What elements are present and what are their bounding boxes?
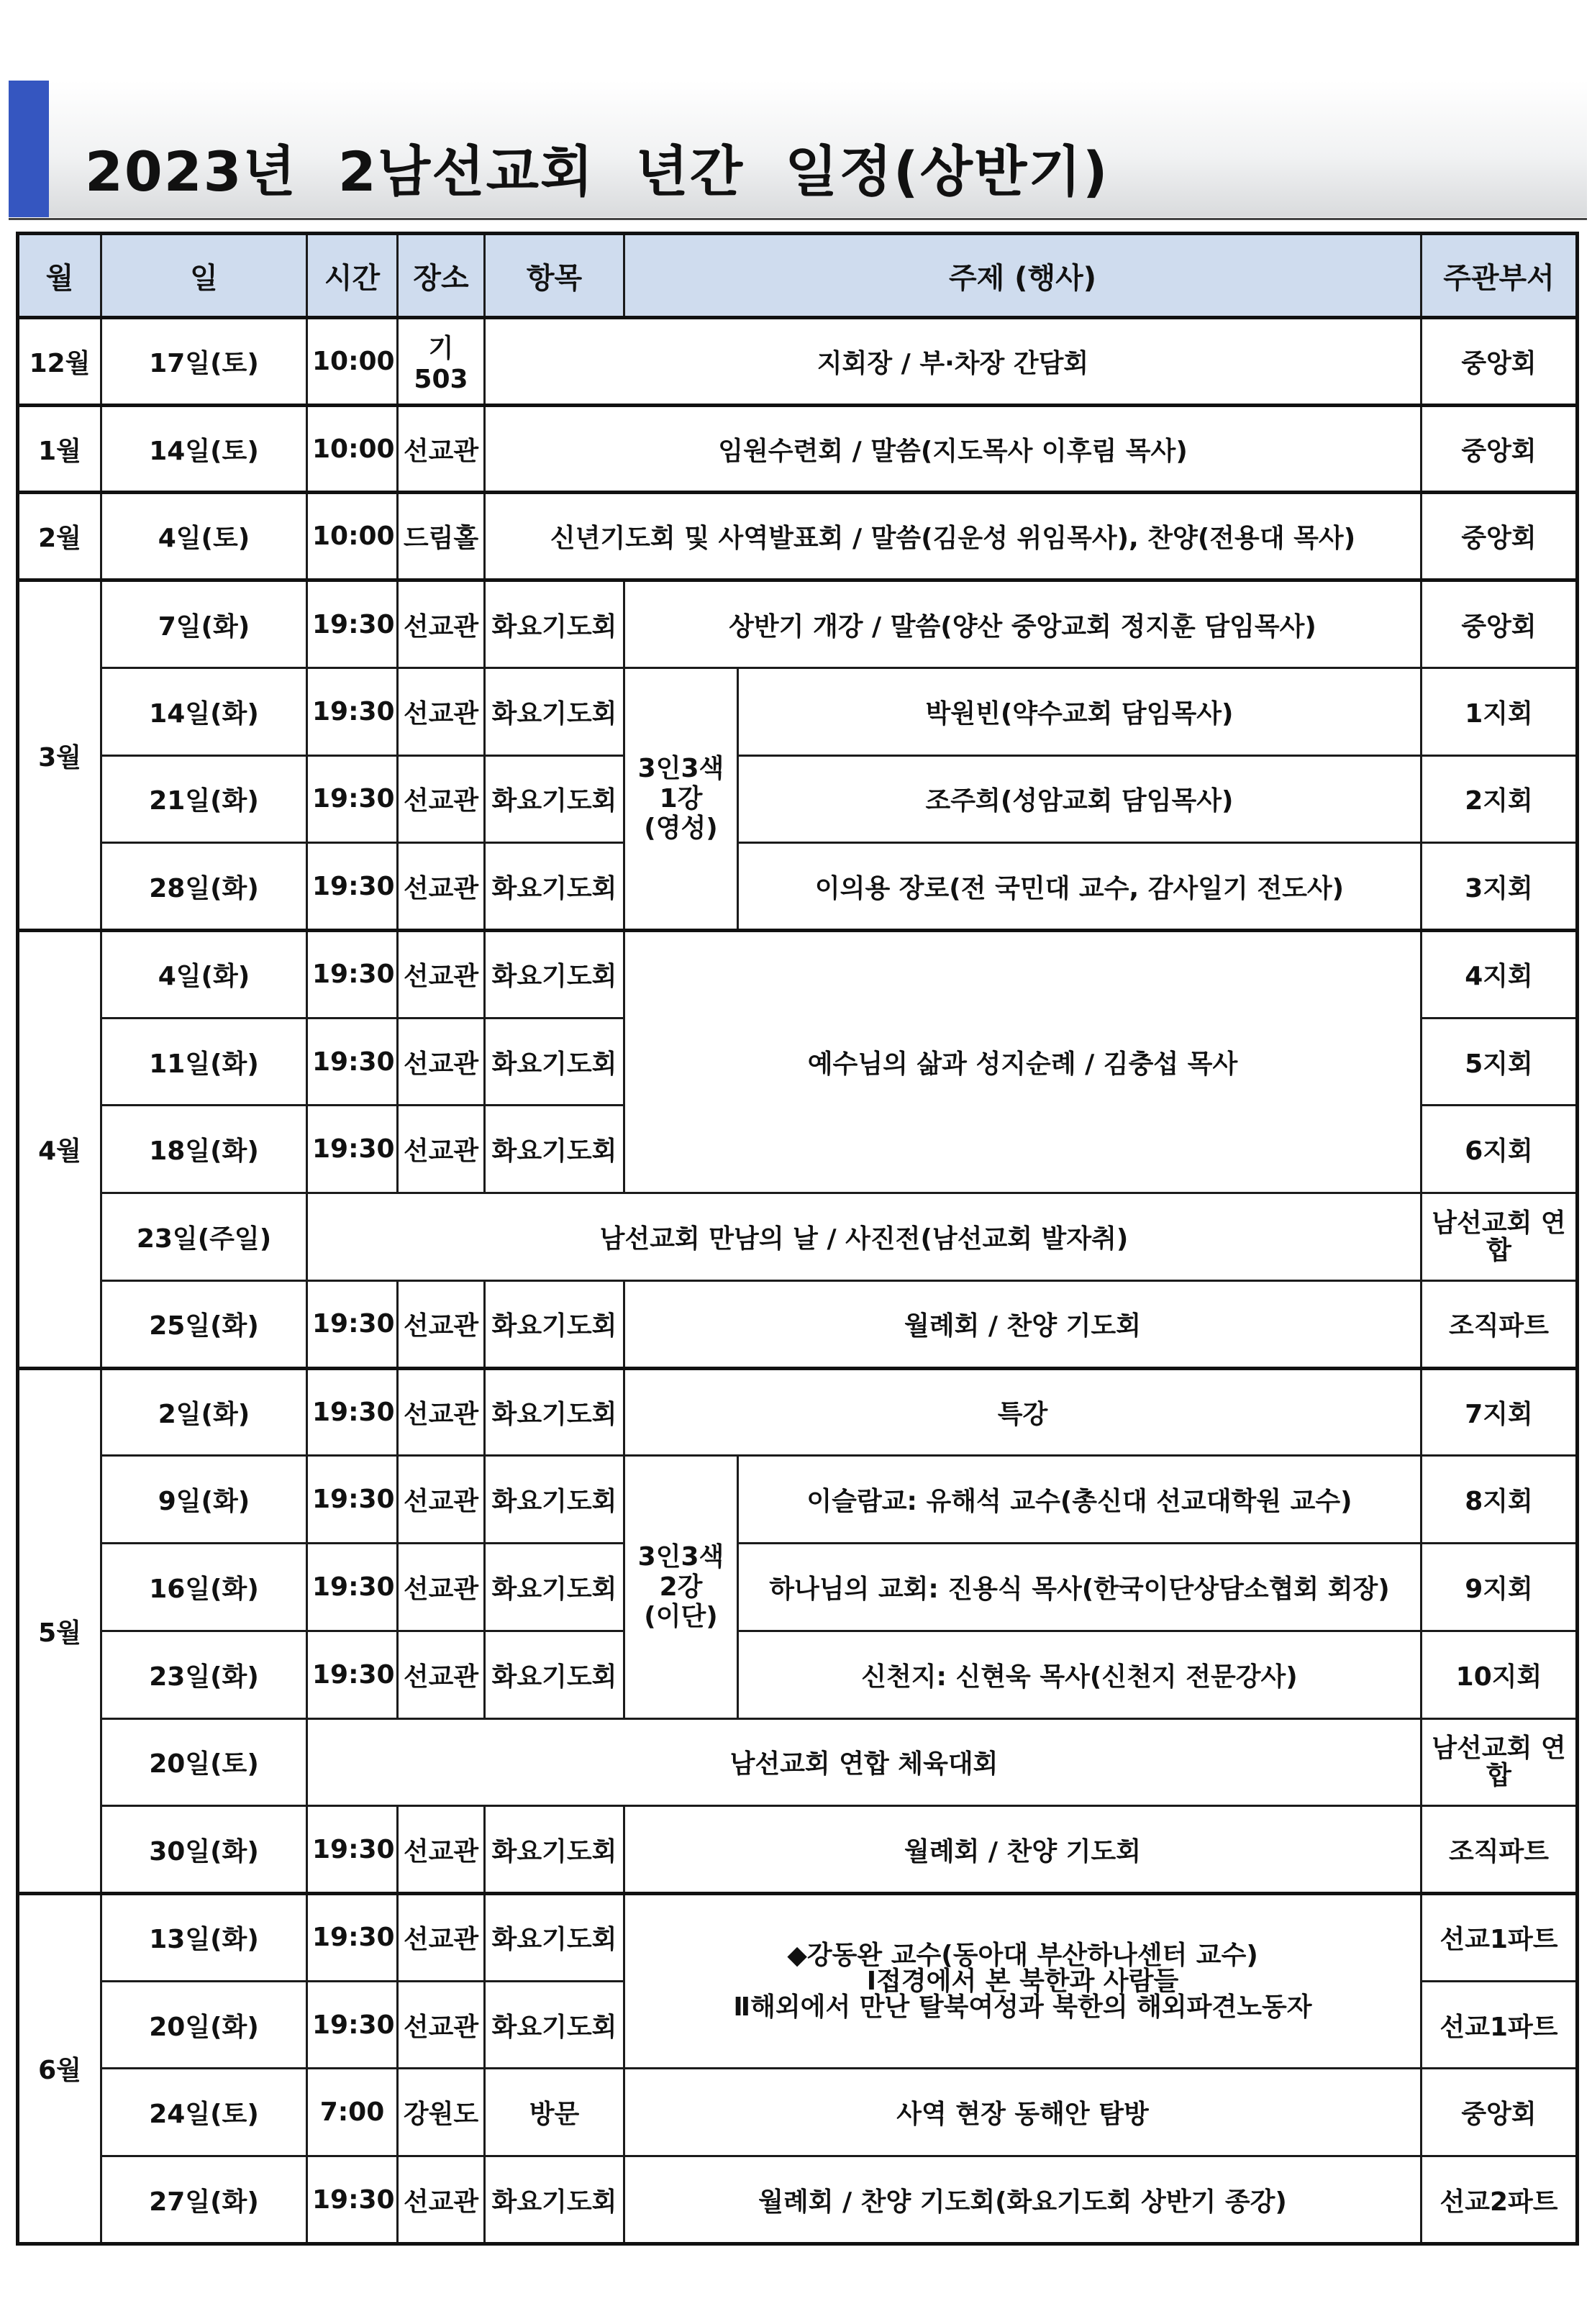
day-cell: 7일(화) [101, 580, 307, 668]
time-cell: 19:30 [307, 1368, 398, 1456]
day-cell: 30일(화) [101, 1806, 307, 1894]
day-cell: 9일(화) [101, 1456, 307, 1544]
table-row [18, 493, 1578, 580]
dept-cell: 7지회 [1422, 1368, 1578, 1456]
day-cell: 21일(화) [101, 755, 307, 843]
topic-cell: 특강 [624, 1368, 1422, 1456]
dept-cell: 조직파트 [1422, 1280, 1578, 1368]
table-row [18, 405, 1578, 493]
header-dept: 주관부서 [1422, 234, 1578, 318]
time-cell: 19:30 [307, 1280, 398, 1368]
topic-cell: 월례회 / 찬양 기도회 [624, 1280, 1422, 1368]
item-cell: 화요기도회 [485, 755, 624, 843]
month-cell: 3월 [18, 580, 101, 931]
table-row [18, 1806, 1578, 1894]
item-cell: 화요기도회 [485, 1981, 624, 2069]
header-item: 항목 [485, 234, 624, 318]
header-row [18, 234, 1578, 318]
time-cell: 10:00 [307, 493, 398, 580]
place-cell: 드림홀 [398, 493, 485, 580]
time-cell: 19:30 [307, 580, 398, 668]
place-cell: 선교관 [398, 1280, 485, 1368]
topic-cell: 이슬람교: 유해석 교수(총신대 선교대학원 교수) [738, 1456, 1422, 1544]
time-cell: 19:30 [307, 1018, 398, 1106]
day-cell: 16일(화) [101, 1544, 307, 1631]
place-cell: 선교관 [398, 1368, 485, 1456]
table-row [18, 1631, 1578, 1718]
item-cell: 화요기도회 [485, 2156, 624, 2244]
dept-cell: 선교1파트 [1422, 1893, 1578, 1981]
topic-cell: 사역 현장 동해안 탐방 [624, 2069, 1422, 2156]
merged-topic-cell: 예수님의 삶과 성지순례 / 김충섭 목사 [624, 931, 1422, 1193]
dept-cell: 중앙회 [1422, 580, 1578, 668]
time-cell: 19:30 [307, 2156, 398, 2244]
dept-cell: 남선교회 연합 [1422, 1718, 1578, 1806]
place-cell: 선교관 [398, 1018, 485, 1106]
table-row [18, 1280, 1578, 1368]
day-cell: 20일(토) [101, 1718, 307, 1806]
dept-cell: 5지회 [1422, 1018, 1578, 1106]
header-place: 장소 [398, 234, 485, 318]
title-accent-bar [9, 81, 49, 217]
item-cell: 화요기도회 [485, 1631, 624, 1718]
dept-cell: 3지회 [1422, 843, 1578, 931]
dept-cell: 중앙회 [1422, 493, 1578, 580]
place-cell: 선교관 [398, 1631, 485, 1718]
header-month: 월 [18, 234, 101, 318]
day-cell: 14일(토) [101, 405, 307, 493]
place-cell: 강원도 [398, 2069, 485, 2156]
table-row [18, 1544, 1578, 1631]
item-cell: 방문 [485, 2069, 624, 2156]
dept-cell: 중앙회 [1422, 318, 1578, 406]
topic-cell: 하나님의 교회: 진용식 목사(한국이단상담소협회 회장) [738, 1544, 1422, 1631]
topic-cell: 상반기 개강 / 말씀(양산 중앙교회 정지훈 담임목사) [624, 580, 1422, 668]
day-cell: 25일(화) [101, 1280, 307, 1368]
dept-cell: 선교1파트 [1422, 1981, 1578, 2069]
topic-cell: 신년기도회 및 사역발표회 / 말씀(김운성 위임목사), 찬양(전용대 목사) [485, 493, 1422, 580]
month-cell: 5월 [18, 1368, 101, 1893]
day-cell: 20일(화) [101, 1981, 307, 2069]
time-cell: 10:00 [307, 405, 398, 493]
item-cell: 화요기도회 [485, 1456, 624, 1544]
table-row [18, 1893, 1578, 1981]
place-cell: 선교관 [398, 1544, 485, 1631]
dept-cell: 9지회 [1422, 1544, 1578, 1631]
title-underline [9, 218, 1587, 220]
day-cell: 2일(화) [101, 1368, 307, 1456]
day-cell: 28일(화) [101, 843, 307, 931]
place-cell: 선교관 [398, 931, 485, 1019]
place-cell: 선교관 [398, 1106, 485, 1193]
day-cell: 23일(주일) [101, 1193, 307, 1281]
page-title: 2023년 2남선교회 년간 일정(상반기) [85, 140, 1109, 204]
day-cell: 17일(토) [101, 318, 307, 406]
time-cell: 19:30 [307, 1544, 398, 1631]
day-cell: 24일(토) [101, 2069, 307, 2156]
item-cell: 화요기도회 [485, 580, 624, 668]
time-cell: 19:30 [307, 1981, 398, 2069]
header-day: 일 [101, 234, 307, 318]
time-cell: 19:30 [307, 1106, 398, 1193]
dept-cell: 조직파트 [1422, 1806, 1578, 1894]
day-cell: 11일(화) [101, 1018, 307, 1106]
table-row [18, 580, 1578, 668]
dept-cell: 선교2파트 [1422, 2156, 1578, 2244]
time-cell: 19:30 [307, 931, 398, 1019]
time-cell: 19:30 [307, 667, 398, 755]
dept-cell: 6지회 [1422, 1106, 1578, 1193]
item-cell: 화요기도회 [485, 1544, 624, 1631]
schedule-table [16, 232, 1579, 2246]
dept-cell: 8지회 [1422, 1456, 1578, 1544]
dept-cell: 1지회 [1422, 667, 1578, 755]
day-cell: 23일(화) [101, 1631, 307, 1718]
dept-cell: 2지회 [1422, 755, 1578, 843]
topic-cell: 지회장 / 부·차장 간담회 [485, 318, 1422, 406]
month-cell: 12월 [18, 318, 101, 406]
topic-cell: 임원수련회 / 말씀(지도목사 이후림 목사) [485, 405, 1422, 493]
table-row [18, 1368, 1578, 1456]
topic-cell: 박원빈(약수교회 담임목사) [738, 667, 1422, 755]
month-cell: 2월 [18, 493, 101, 580]
place-cell: 선교관 [398, 2156, 485, 2244]
table-row [18, 1193, 1578, 1281]
time-cell: 19:30 [307, 755, 398, 843]
item-cell: 화요기도회 [485, 1280, 624, 1368]
table-row [18, 843, 1578, 931]
topic-cell: 조주희(성암교회 담임목사) [738, 755, 1422, 843]
item-cell: 화요기도회 [485, 667, 624, 755]
table-row [18, 1456, 1578, 1544]
item-cell: 화요기도회 [485, 931, 624, 1019]
day-cell: 4일(화) [101, 931, 307, 1019]
time-cell: 19:30 [307, 1893, 398, 1981]
place-cell: 선교관 [398, 1456, 485, 1544]
time-cell: 19:30 [307, 843, 398, 931]
table-row [18, 1718, 1578, 1806]
day-cell: 27일(화) [101, 2156, 307, 2244]
topic-cell: 월례회 / 찬양 기도회 [624, 1806, 1422, 1894]
table-row [18, 2156, 1578, 2244]
item-cell: 화요기도회 [485, 1806, 624, 1894]
table-row [18, 2069, 1578, 2156]
item-cell: 화요기도회 [485, 1106, 624, 1193]
topic-cell: 월례회 / 찬양 기도회(화요기도회 상반기 종강) [624, 2156, 1422, 2244]
topic-cell: 신천지: 신현욱 목사(신천지 전문강사) [738, 1631, 1422, 1718]
place-cell: 선교관 [398, 755, 485, 843]
dept-cell: 10지회 [1422, 1631, 1578, 1718]
table-row [18, 318, 1578, 406]
topic-cell: 남선교회 연합 체육대회 [307, 1718, 1422, 1806]
dept-cell: 남선교회 연합 [1422, 1193, 1578, 1281]
item-cell: 화요기도회 [485, 843, 624, 931]
time-cell: 19:30 [307, 1456, 398, 1544]
table-row [18, 755, 1578, 843]
place-cell: 선교관 [398, 1981, 485, 2069]
time-cell: 19:30 [307, 1631, 398, 1718]
dept-cell: 4지회 [1422, 931, 1578, 1019]
header-topic: 주제 (행사) [624, 234, 1422, 318]
merged-topic-cell: ◆강동완 교수(동아대 부산하나센터 교수) Ⅰ접경에서 본 북한과 사람들 Ⅱ해외에서 만난 탈북여성과 북한의 해외파견노동자 [624, 1893, 1422, 2068]
header-time: 시간 [307, 234, 398, 318]
place-cell: 선교관 [398, 843, 485, 931]
day-cell: 14일(화) [101, 667, 307, 755]
dept-cell: 중앙회 [1422, 405, 1578, 493]
month-cell: 6월 [18, 1893, 101, 2243]
day-cell: 4일(토) [101, 493, 307, 580]
time-cell: 7:00 [307, 2069, 398, 2156]
place-cell: 선교관 [398, 667, 485, 755]
month-cell: 4월 [18, 931, 101, 1369]
series-label-cell: 3인3색 2강 (이단) [624, 1456, 738, 1718]
item-cell: 화요기도회 [485, 1893, 624, 1981]
table-row [18, 667, 1578, 755]
day-cell: 18일(화) [101, 1106, 307, 1193]
place-cell: 선교관 [398, 405, 485, 493]
place-cell: 선교관 [398, 1806, 485, 1894]
series-label-cell: 3인3색 1강 (영성) [624, 667, 738, 930]
day-cell: 13일(화) [101, 1893, 307, 1981]
month-cell: 1월 [18, 405, 101, 493]
time-cell: 19:30 [307, 1806, 398, 1894]
place-cell: 기503 [398, 318, 485, 406]
topic-cell: 남선교회 만남의 날 / 사진전(남선교회 발자취) [307, 1193, 1422, 1281]
dept-cell: 중앙회 [1422, 2069, 1578, 2156]
place-cell: 선교관 [398, 580, 485, 668]
item-cell: 화요기도회 [485, 1018, 624, 1106]
topic-cell: 이의용 장로(전 국민대 교수, 감사일기 전도사) [738, 843, 1422, 931]
place-cell: 선교관 [398, 1893, 485, 1981]
item-cell: 화요기도회 [485, 1368, 624, 1456]
time-cell: 10:00 [307, 318, 398, 406]
table-row [18, 931, 1578, 1019]
